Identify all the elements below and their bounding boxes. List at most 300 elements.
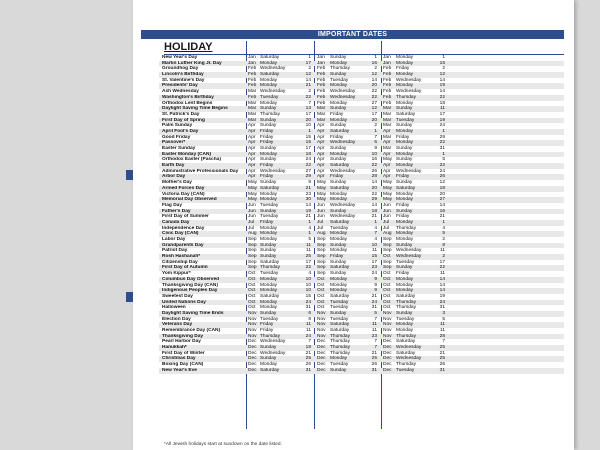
holiday-name: First Day of Spring (162, 117, 205, 123)
year1-weekday: Sunday (260, 106, 277, 112)
year1-weekday: Monday (260, 77, 278, 83)
year1-month: Feb (248, 72, 257, 78)
year3-month: Mar (383, 106, 392, 112)
year2-weekday: Tuesday (330, 362, 349, 368)
year1-day-number: 11 (306, 322, 311, 328)
year1-day-number: 22 (305, 94, 311, 100)
year3-month: Dec (383, 345, 392, 351)
year1-month: Jul (248, 225, 255, 231)
year1-day-number: 17 (305, 259, 311, 265)
year3-day-number: 2 (442, 254, 445, 260)
year2-month: Apr (317, 134, 325, 140)
year1-weekday: Tuesday (260, 316, 279, 322)
year2-day-number: 14 (371, 77, 377, 83)
year1-day-number: 24 (305, 333, 311, 339)
year1-month: Dec (248, 350, 257, 356)
year3-month: Dec (383, 356, 392, 362)
holiday-name: Orthodox Lent Begins (162, 100, 213, 106)
year3-month: Jan (383, 60, 391, 66)
year3-weekday: Wednesday (396, 77, 422, 83)
year2-weekday: Tuesday (330, 77, 349, 83)
year1-month: May (248, 185, 258, 191)
year2-weekday: Monday (330, 288, 348, 294)
year2-day-number: 5 (374, 140, 377, 146)
year3-weekday: Saturday (396, 339, 416, 345)
year2-month: Sep (317, 254, 326, 260)
year2-weekday: Monday (330, 117, 348, 123)
year1-weekday: Friday (260, 219, 274, 225)
year2-month: Dec (317, 367, 326, 373)
year3-weekday: Thursday (396, 333, 416, 339)
year2-month: Oct (317, 282, 325, 288)
year1-month: Oct (248, 293, 256, 299)
table-row (159, 368, 564, 374)
holiday-name: Arbor Day (162, 174, 186, 180)
year1-weekday: Thursday (260, 265, 280, 271)
year3-month: Apr (383, 174, 391, 180)
year1-month: Apr (248, 123, 256, 129)
year1-weekday: Sunday (260, 242, 277, 248)
year1-day-number: 21 (305, 185, 311, 191)
year1-month: Mar (248, 100, 257, 106)
year2-month: Oct (317, 293, 325, 299)
year2-weekday: Sunday (330, 123, 347, 129)
year3-day-number: 29 (439, 134, 445, 140)
year2-day-number: 21 (371, 293, 377, 299)
year2-month: Jul (317, 225, 324, 231)
year2-day-number: 23 (371, 333, 377, 339)
year2-day-number: 12 (371, 72, 377, 78)
year1-day-number: 17 (305, 111, 311, 117)
year1-weekday: Monday (260, 282, 278, 288)
year1-day-number: 27 (305, 168, 311, 174)
year3-month: Nov (383, 316, 392, 322)
holiday-name: New Year's Day (162, 55, 198, 60)
year1-month: Sep (248, 242, 257, 248)
year1-day-number: 11 (306, 242, 311, 248)
year2-day-number: 12 (371, 106, 377, 112)
holiday-name: Citizenship Day (162, 259, 198, 265)
year1-month: Mar (248, 117, 257, 123)
year1-month: Apr (248, 140, 256, 146)
year3-day-number: 31 (439, 305, 445, 311)
year1-weekday: Saturday (260, 293, 280, 299)
year3-day-number: 1 (442, 151, 445, 157)
year3-day-number: 24 (439, 168, 445, 174)
year3-day-number: 24 (439, 299, 445, 305)
year1-weekday: Monday (260, 362, 278, 368)
year2-month: Apr (317, 163, 325, 169)
year1-weekday: Monday (260, 60, 278, 66)
year1-day-number: 24 (305, 157, 311, 163)
year1-month: Feb (248, 77, 257, 83)
holiday-name: Groundhog Day (162, 66, 199, 72)
year3-weekday: Wednesday (396, 248, 422, 254)
year1-month: Feb (248, 94, 257, 100)
year3-weekday: Monday (396, 151, 414, 157)
year1-day-number: 21 (305, 350, 311, 356)
year1-day-number: 20 (305, 117, 311, 123)
year3-day-number: 5 (442, 157, 445, 163)
year2-weekday: Saturday (330, 265, 350, 271)
year1-weekday: Monday (260, 276, 278, 282)
year1-day-number: 30 (305, 197, 311, 203)
holiday-name: Good Friday (162, 134, 191, 140)
holiday-name: New Year's Eve (162, 367, 197, 373)
year1-day-number: 22 (305, 163, 311, 169)
year1-month: Oct (248, 276, 256, 282)
year1-day-number: 10 (305, 288, 311, 294)
year3-weekday: Wednesday (396, 356, 422, 362)
year1-month: Aug (248, 231, 257, 237)
year1-weekday: Sunday (260, 345, 277, 351)
year3-weekday: Friday (396, 174, 410, 180)
year1-weekday: Friday (260, 134, 274, 140)
year2-day-number: 21 (371, 214, 377, 220)
year1-weekday: Monday (260, 305, 278, 311)
year1-month: Apr (248, 134, 256, 140)
year2-month: Sep (317, 248, 326, 254)
year3-month: Feb (383, 77, 392, 83)
year2-day-number: 16 (371, 157, 377, 163)
year2-day-number: 1 (374, 128, 377, 134)
year1-weekday: Monday (260, 231, 278, 237)
year2-weekday: Tuesday (330, 299, 349, 305)
year2-weekday: Monday (330, 282, 348, 288)
holiday-name: Daylight Saving Time Ends (162, 310, 224, 316)
year1-day-number: 11 (306, 248, 311, 254)
year1-month: Apr (248, 146, 256, 151)
year3-month: May (383, 180, 393, 186)
holiday-name: Yom Kippur* (162, 271, 191, 277)
year2-weekday: Sunday (330, 157, 347, 163)
year2-day-number: 10 (371, 151, 377, 157)
year3-day-number: 18 (439, 185, 445, 191)
year2-weekday: Friday (330, 134, 344, 140)
year1-weekday: Sunday (260, 254, 277, 260)
year2-month: May (317, 191, 327, 197)
year3-day-number: 4 (442, 225, 445, 231)
year1-weekday: Sunday (260, 157, 277, 163)
year2-weekday: Saturday (330, 293, 350, 299)
year2-month: Mar (317, 111, 326, 117)
year2-day-number: 11 (372, 328, 377, 333)
year3-month: Jul (383, 219, 390, 225)
year2-weekday: Thursday (330, 350, 350, 356)
year1-weekday: Wednesday (260, 350, 286, 356)
year2-weekday: Sunday (330, 55, 347, 60)
year2-day-number: 23 (371, 265, 377, 271)
year3-day-number: 11 (440, 328, 445, 333)
year1-month: Jun (248, 202, 256, 208)
year3-weekday: Tuesday (396, 259, 415, 265)
holiday-name: Rosh Hashanah* (162, 254, 201, 260)
year3-month: Nov (383, 310, 392, 316)
year2-weekday: Thursday (330, 66, 350, 72)
year3-month: Mar (383, 117, 392, 123)
year1-month: Jun (248, 208, 256, 214)
holiday-name: Earth Day (162, 163, 185, 169)
year3-month: Sep (383, 242, 392, 248)
year3-month: Oct (383, 276, 391, 282)
holiday-name: First Day of Summer (162, 214, 209, 220)
year3-day-number: 14 (439, 77, 445, 83)
year3-weekday: Friday (396, 66, 410, 72)
year1-weekday: Monday (260, 288, 278, 294)
year1-day-number: 10 (305, 276, 311, 282)
year3-day-number: 31 (439, 367, 445, 373)
year1-day-number: 14 (305, 77, 311, 83)
year1-day-number: 31 (305, 367, 311, 373)
year3-month: Jun (383, 208, 391, 214)
year1-day-number: 31 (305, 305, 311, 311)
year3-day-number: 14 (439, 276, 445, 282)
year3-weekday: Sunday (396, 106, 413, 112)
year1-weekday: Saturday (260, 55, 280, 60)
year2-month: Apr (317, 151, 325, 157)
year1-weekday: Sunday (260, 208, 277, 214)
year1-month: Sep (248, 265, 257, 271)
year2-day-number: 21 (371, 350, 377, 356)
year3-month: Jun (383, 214, 391, 220)
year3-month: May (383, 191, 393, 197)
year2-day-number: 17 (371, 259, 377, 265)
year3-day-number: 14 (439, 282, 445, 288)
holiday-name: Grandparents Day (162, 242, 204, 248)
year3-day-number: 11 (440, 248, 445, 254)
year1-weekday: Saturday (260, 367, 280, 373)
year1-month: Sep (248, 254, 257, 260)
year1-weekday: Sunday (260, 123, 277, 129)
year2-month: Apr (317, 174, 325, 180)
year1-weekday: Monday (260, 299, 278, 305)
year1-month: Apr (248, 151, 256, 157)
year2-day-number: 28 (371, 174, 377, 180)
year3-day-number: 28 (439, 333, 445, 339)
year2-month: Mar (317, 117, 326, 123)
year2-weekday: Wednesday (330, 214, 356, 220)
year3-day-number: 14 (439, 202, 445, 208)
year2-weekday: Saturday (330, 328, 350, 333)
year3-month: May (383, 185, 393, 191)
year2-weekday: Monday (330, 83, 348, 89)
year1-month: Dec (248, 345, 257, 351)
year2-month: Feb (317, 89, 326, 95)
year2-weekday: Monday (330, 356, 348, 362)
year3-month: Oct (383, 288, 391, 294)
year3-weekday: Sunday (396, 242, 413, 248)
year2-month: Nov (317, 322, 326, 328)
year2-month: May (317, 197, 327, 203)
year1-month: May (248, 180, 258, 186)
year2-day-number: 11 (372, 322, 377, 328)
year1-day-number: 17 (305, 60, 311, 66)
year3-weekday: Wednesday (396, 254, 422, 260)
year3-day-number: 8 (442, 242, 445, 248)
year3-day-number: 24 (439, 123, 445, 129)
year2-weekday: Wednesday (330, 89, 356, 95)
holiday-name: First Day of Autumn (162, 265, 208, 271)
year3-month: Aug (383, 231, 392, 237)
year2-month: Oct (317, 276, 325, 282)
year1-day-number: 2 (308, 89, 311, 95)
year2-weekday: Wednesday (330, 202, 356, 208)
year2-weekday: Tuesday (330, 225, 349, 231)
year3-day-number: 2 (442, 237, 445, 242)
year2-month: Feb (317, 77, 326, 83)
year3-day-number: 22 (439, 265, 445, 271)
year1-weekday: Tuesday (260, 214, 279, 220)
holiday-name: April Fool's Day (162, 128, 199, 134)
year2-day-number: 9 (374, 288, 377, 294)
year2-weekday: Thursday (330, 339, 350, 345)
year3-weekday: Sunday (396, 208, 413, 214)
year1-weekday: Thursday (260, 111, 280, 117)
year3-day-number: 12 (439, 180, 445, 186)
year2-month: Mar (317, 106, 326, 112)
year1-weekday: Saturday (260, 185, 280, 191)
year3-month: Feb (383, 83, 392, 89)
year2-day-number: 7 (374, 345, 377, 351)
year1-day-number: 2 (308, 66, 311, 72)
year2-weekday: Sunday (330, 208, 347, 214)
year3-month: May (383, 197, 393, 203)
year1-day-number: 6 (308, 310, 311, 316)
year3-weekday: Wednesday (396, 168, 422, 174)
year1-day-number: 15 (305, 293, 311, 299)
year2-month: Jun (317, 202, 325, 208)
year1-month: Mar (248, 111, 257, 117)
holiday-name: Armed Forces Day (162, 185, 205, 191)
year3-day-number: 15 (439, 60, 445, 66)
year1-day-number: 1 (308, 219, 311, 225)
year1-month: Oct (248, 299, 256, 305)
year1-weekday: Monday (260, 83, 278, 89)
year2-day-number: 9 (374, 282, 377, 288)
year3-day-number: 20 (439, 191, 445, 197)
year1-month: Sep (248, 248, 257, 254)
year2-weekday: Wednesday (330, 168, 356, 174)
year2-month: Dec (317, 345, 326, 351)
year2-weekday: Saturday (330, 128, 350, 134)
holiday-name: Pearl Harbor Day (162, 339, 201, 345)
year2-month: Jul (317, 219, 324, 225)
year3-weekday: Monday (396, 128, 414, 134)
year2-day-number: 22 (371, 191, 377, 197)
year3-day-number: 17 (439, 259, 445, 265)
year1-day-number: 10 (305, 282, 311, 288)
year3-day-number: 11 (440, 271, 445, 277)
year2-day-number: 7 (374, 316, 377, 322)
year3-weekday: Monday (396, 83, 414, 89)
year1-month: Apr (248, 168, 256, 174)
holiday-name: Daylight Saving Time Begins (162, 106, 228, 112)
holiday-name: Flag Day (162, 202, 182, 208)
holiday-name: First Day of Winter (162, 350, 205, 356)
year2-day-number: 7 (374, 231, 377, 237)
year1-weekday: Wednesday (260, 168, 286, 174)
year1-month: Feb (248, 83, 257, 89)
year1-month: Oct (248, 282, 256, 288)
year3-day-number: 11 (440, 322, 445, 328)
holiday-name: Hanukkah* (162, 345, 187, 351)
year3-month: Feb (383, 100, 392, 106)
year1-day-number: 29 (305, 174, 311, 180)
year2-day-number: 9 (374, 146, 377, 151)
year3-day-number: 22 (439, 94, 445, 100)
year1-weekday: Friday (260, 140, 274, 146)
year3-weekday: Monday (396, 60, 414, 66)
year1-day-number: 18 (305, 345, 311, 351)
year1-day-number: 21 (305, 83, 311, 89)
holiday-name: Easter Sunday (162, 146, 196, 151)
year1-day-number: 23 (305, 191, 311, 197)
year2-day-number: 20 (371, 117, 377, 123)
year2-month: Dec (317, 356, 326, 362)
year1-weekday: Sunday (260, 146, 277, 151)
holiday-name: Thanksgiving Day (CAN) (162, 282, 218, 288)
year2-weekday: Monday (330, 197, 348, 203)
year3-weekday: Saturday (396, 350, 416, 356)
year1-month: Oct (248, 271, 256, 277)
page-tab-marker-1 (126, 170, 133, 180)
year3-weekday: Monday (396, 219, 414, 225)
year2-weekday: Sunday (330, 146, 347, 151)
year2-day-number: 31 (371, 305, 377, 311)
year3-month: Nov (383, 322, 392, 328)
year3-month: Feb (383, 94, 392, 100)
year1-weekday: Sunday (260, 180, 277, 186)
year3-day-number: 14 (439, 89, 445, 95)
year3-month: Dec (383, 367, 392, 373)
year3-weekday: Saturday (396, 111, 416, 117)
holiday-name: Palm Sunday (162, 123, 193, 129)
year2-weekday: Sunday (330, 180, 347, 186)
year3-day-number: 11 (440, 106, 445, 112)
year2-weekday: Monday (330, 237, 348, 242)
year2-day-number: 18 (371, 208, 377, 214)
year1-month: Dec (248, 362, 257, 368)
holiday-name: United Nations Day (162, 299, 206, 305)
year3-month: Apr (383, 128, 391, 134)
year1-month: Jul (248, 219, 255, 225)
year2-weekday: Thursday (330, 333, 350, 339)
year1-day-number: 12 (305, 72, 311, 78)
holiday-name: Lincoln's Birthday (162, 72, 204, 78)
holiday-name: Presidents' Day (162, 83, 198, 89)
year1-month: Sep (248, 259, 257, 265)
year2-month: Dec (317, 339, 326, 345)
year2-weekday: Sunday (330, 271, 347, 277)
year1-weekday: Tuesday (260, 271, 279, 277)
year1-weekday: Sunday (260, 248, 277, 254)
year1-month: May (248, 191, 258, 197)
holiday-name: Washington's Birthday (162, 94, 214, 100)
year2-day-number: 29 (371, 197, 377, 203)
year1-day-number: 15 (305, 134, 311, 140)
year1-month: Jan (248, 60, 256, 66)
year3-weekday: Sunday (396, 265, 413, 271)
year3-month: Apr (383, 140, 391, 146)
year3-month: Oct (383, 293, 391, 299)
year3-weekday: Friday (396, 134, 410, 140)
year1-weekday: Friday (260, 322, 274, 328)
year3-weekday: Monday (396, 55, 414, 60)
year3-weekday: Saturday (396, 293, 416, 299)
year1-month: Dec (248, 367, 257, 373)
year2-weekday: Monday (330, 100, 348, 106)
year2-month: Apr (317, 146, 325, 151)
